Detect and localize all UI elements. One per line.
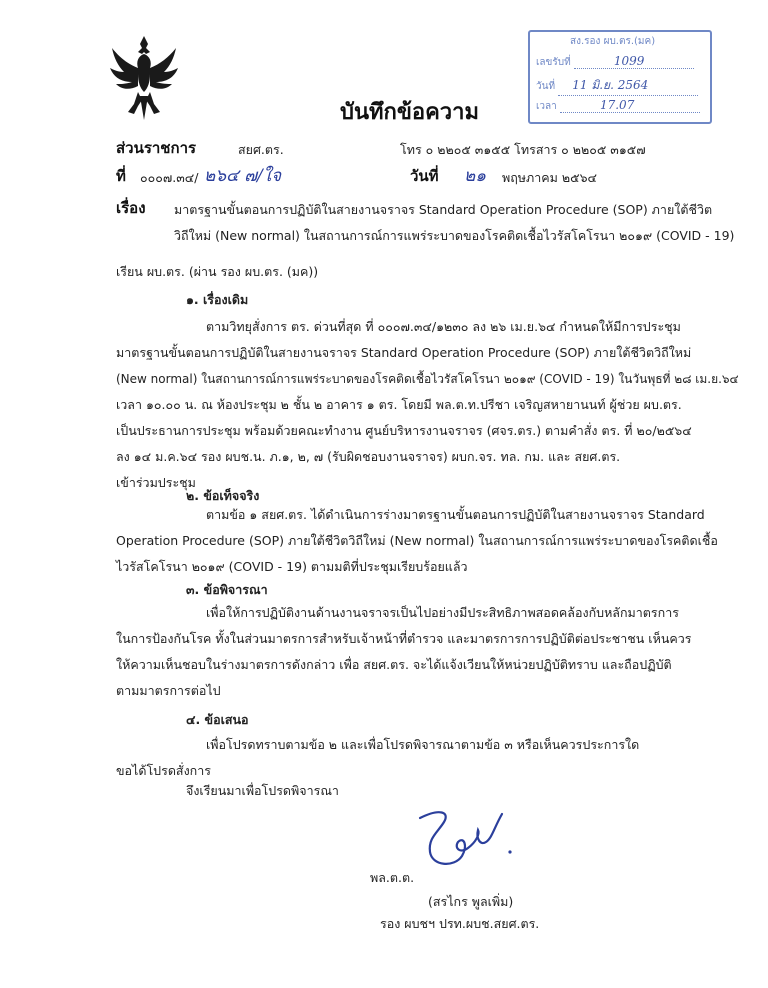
stamp-office: สง.รอง ผบ.ตร.(มค)	[570, 36, 656, 47]
s2-line: Operation Procedure (SOP) ภายใต้ชีวิตวิถีใหม่ (New normal) ในสถานการณ์การแพร่ระบาดของโรคติดเชื้อ	[116, 533, 718, 548]
s3-line: ในการป้องกันโรค ทั้งในส่วนมาตรการสำหรับเจ้าหน้าที่ตำรวจ และมาตรการการปฏิบัติต่อประชาชน เห็นควร	[116, 631, 692, 646]
stamp-time-value: 17.07	[560, 98, 700, 113]
ref-label: ที่	[116, 167, 126, 185]
s1-line: เข้าร่วมประชุม	[116, 475, 196, 490]
garuda-emblem-icon	[108, 34, 180, 122]
to-line: เรียน ผบ.ตร. (ผ่าน รอง ผบ.ตร. (มค))	[116, 264, 319, 279]
ref-value: ๐๐๐๗.๓๔/	[140, 170, 199, 185]
s2-line: ไวรัสโคโรนา ๒๐๑๙ (COVID - 19) ตามมติที่ประชุมเรียบร้อยแล้ว	[116, 559, 468, 574]
section-3-heading: ๓. ข้อพิจารณา	[186, 582, 268, 597]
stamp-recv-label: เลขรับที่	[536, 57, 571, 68]
page-title: บันทึกข้อความ	[340, 100, 480, 125]
stamp-time-label: เวลา	[536, 101, 557, 112]
s3-line: เพื่อให้การปฏิบัติงานด้านงานจราจรเป็นไปอย่างมีประสิทธิภาพสอดคล้องกับหลักมาตรการ	[206, 605, 679, 620]
date-day: ๒๑	[464, 166, 486, 186]
s1-line: (New normal) ในสถานการณ์การแพร่ระบาดของโรคติดเชื้อไวรัสโคโรนา ๒๐๑๙ (COVID - 19) ในวันพุธที่ ๒๘ เม.ย.๖๔	[116, 372, 739, 386]
s3-line: ตามมาตรการต่อไป	[116, 683, 221, 698]
date-rest: พฤษภาคม ๒๕๖๔	[502, 170, 597, 185]
s1-line: มาตรฐานขั้นตอนการปฏิบัติในสายงานจราจร Standard Operation Procedure (SOP) ภายใต้ชีวิตวิถีใหม่	[116, 345, 692, 360]
subject-line-2: วิถีใหม่ (New normal) ในสถานการณ์การแพร่ระบาดของโรคติดเชื้อไวรัสโคโรนา ๒๐๑๙ (COVID - 19)	[174, 228, 735, 243]
signature-rank: พล.ต.ต.	[370, 870, 415, 885]
receiving-stamp	[528, 30, 712, 124]
subject-label: เรื่อง	[116, 199, 146, 217]
section-4-heading: ๔. ข้อเสนอ	[186, 712, 249, 727]
stamp-date-label: วันที่	[536, 81, 556, 92]
signature-position: รอง ผบชฯ ปรท.ผบช.สยศ.ตร.	[380, 916, 540, 931]
stamp-date-value: 11 มิ.ย. 2564	[558, 76, 698, 96]
closing-line: จึงเรียนมาเพื่อโปรดพิจารณา	[186, 783, 339, 798]
s3-line: ให้ความเห็นชอบในร่างมาตรการดังกล่าว เพื่อ สยศ.ตร. จะได้แจ้งเวียนให้หน่วยปฏิบัติทราบ และถือปฏิบัติ	[116, 657, 672, 672]
s1-line: เวลา ๑๐.๐๐ น. ณ ห้องประชุม ๒ ชั้น ๒ อาคาร ๑ ตร. โดยมี พล.ต.ท.ปรีชา เจริญสหายานนท์ ผู้ช่วย ผบ.ตร.	[116, 397, 682, 412]
phone-text: โทร ๐ ๒๒๐๕ ๓๑๕๕ โทรสาร ๐ ๒๒๐๕ ๓๑๕๗	[400, 142, 646, 157]
signature-icon	[410, 808, 520, 878]
stamp-recv-value: 1099	[574, 54, 694, 69]
subject-line-1: มาตรฐานขั้นตอนการปฏิบัติในสายงานจราจร Standard Operation Procedure (SOP) ภายใต้ชีวิต	[174, 202, 713, 217]
s2-line: ตามข้อ ๑ สยศ.ตร. ได้ดำเนินการร่างมาตรฐานขั้นตอนการปฏิบัติในสายงานจราจร Standard	[206, 507, 705, 522]
ref-handwritten: ๒๖๔ ๗/ใจ	[204, 166, 282, 186]
s1-line: ลง ๑๔ ม.ค.๖๔ รอง ผบช.น. ภ.๑, ๒, ๗ (รับผิดชอบงานจราจร) ผบก.จร. ทล. กม. และ สยศ.ตร.	[116, 449, 621, 464]
section-1-heading: ๑. เรื่องเดิม	[186, 292, 249, 307]
s1-line: ตามวิทยุสั่งการ ตร. ด่วนที่สุด ที่ ๐๐๐๗.๓๔/๑๒๓๐ ลง ๒๖ เม.ย.๖๔ กำหนดให้มีการประชุม	[206, 319, 681, 334]
s1-line: เป็นประธานการประชุม พร้อมด้วยคณะทำงาน ศูนย์บริหารงานจราจร (ศจร.ตร.) ตามคำสั่ง ตร. ที่ ๒๐/๒๕๖๔	[116, 423, 692, 438]
section-2-heading: ๒. ข้อเท็จจริง	[186, 488, 260, 503]
dept-label: ส่วนราชการ	[116, 139, 197, 157]
date-label: วันที่	[410, 167, 439, 185]
signature-name: (สรไกร พูลเพิ่ม)	[428, 894, 514, 909]
s4-line: เพื่อโปรดทราบตามข้อ ๒ และเพื่อโปรดพิจารณาตามข้อ ๓ หรือเห็นควรประการใด	[206, 737, 640, 752]
dept-value: สยศ.ตร.	[238, 142, 284, 157]
s4-line: ขอได้โปรดสั่งการ	[116, 763, 211, 778]
